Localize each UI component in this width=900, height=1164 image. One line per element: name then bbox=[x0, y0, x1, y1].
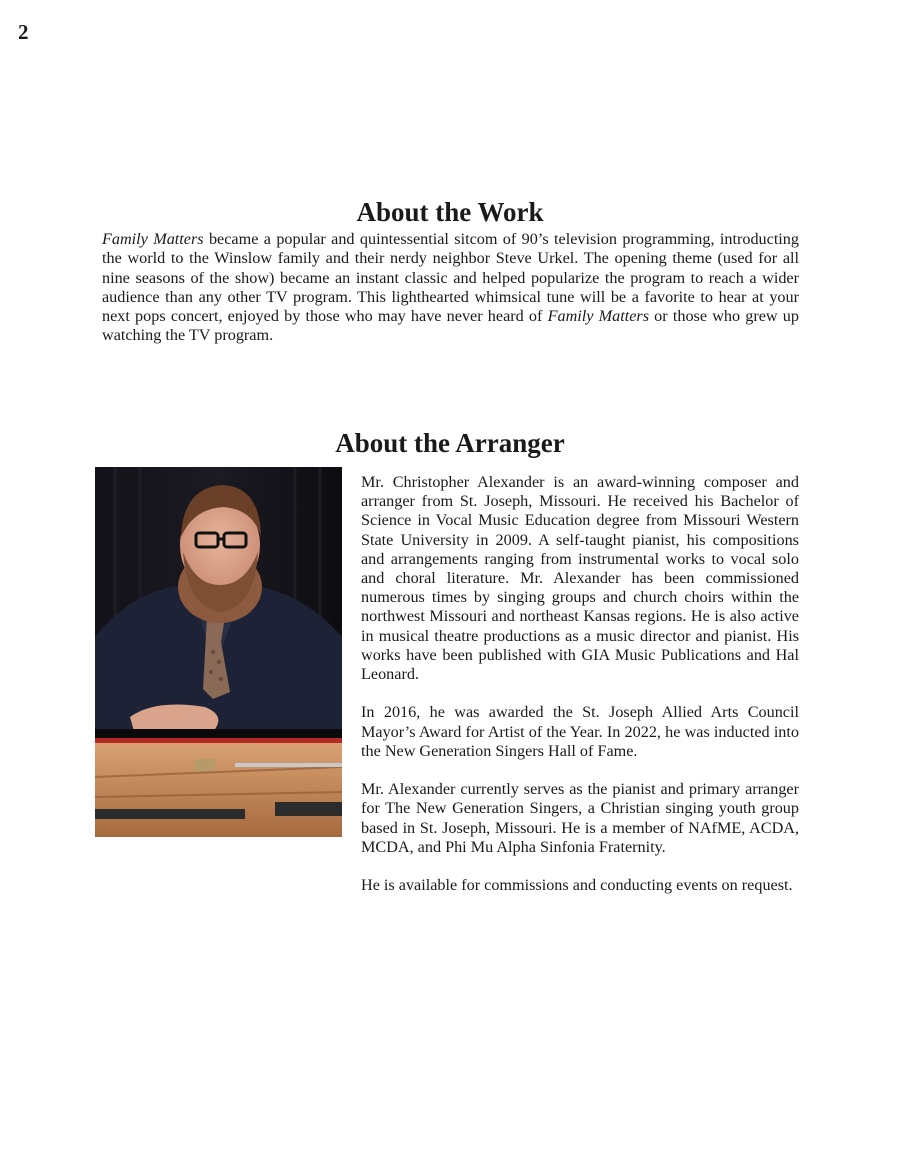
bio-paragraph: Mr. Alexander currently serves as the pianist and primary arranger for The New Generation Singers, a Christian singing youth group based in St. Joseph, Missouri. He is a member of NAfME, ACDA, MCDA, and Phi Mu Alpha Sinfonia Fraternity. bbox=[361, 780, 799, 856]
work-text-part-1: became a popular and quintessential sitcom of 90’s television programming, introducting the world to the Winslow family and their nerdy neighbor Steve Urkel. The opening theme (used for all nine seasons of the show) became an instant classic and helped popularize the program to reach a wider audience than any other TV program. This lighthearted whimsical tune will be a favorite to hear at your next pops concert, enjoyed by those who may have never heard of bbox=[102, 230, 799, 326]
bio-paragraph: In 2016, he was awarded the St. Joseph Allied Arts Council Mayor’s Award for Artist of the Year. In 2022, he was inducted into the New Generation Singers Hall of Fame. bbox=[361, 703, 799, 760]
bio-paragraph: He is available for commissions and conducting events on request. bbox=[361, 876, 793, 895]
page-number: 2 bbox=[18, 20, 29, 44]
show-title-italic: Family Matters bbox=[102, 230, 204, 248]
work-text-part-2: or those who grew up watching the TV program. bbox=[102, 307, 799, 345]
arranger-portrait-photo bbox=[95, 467, 342, 837]
about-the-work-paragraph bbox=[102, 230, 799, 346]
arranger-biography bbox=[361, 473, 799, 915]
about-the-arranger-heading: About the Arranger bbox=[335, 428, 565, 458]
show-title-italic: Family Matters bbox=[547, 307, 649, 326]
about-the-work-heading: About the Work bbox=[356, 197, 544, 227]
bio-paragraph: Mr. Christopher Alexander is an award-winning composer and arranger from St. Joseph, Missouri. He received his Bachelor of Science in Vocal Music Education degree from Missouri Western State University in 2009. A self-taught pianist, his compositions and arrangements ranging from instrumental works to vocal solo and choral literature. Mr. Alexander has been commissioned numerous times by singing groups and church choirs within the northwest Missouri and northeast Kansas regions. He is also active in musical theatre productions as a music director and pianist. His works have been published with GIA Music Publications and Hal Leonard. bbox=[361, 473, 799, 684]
